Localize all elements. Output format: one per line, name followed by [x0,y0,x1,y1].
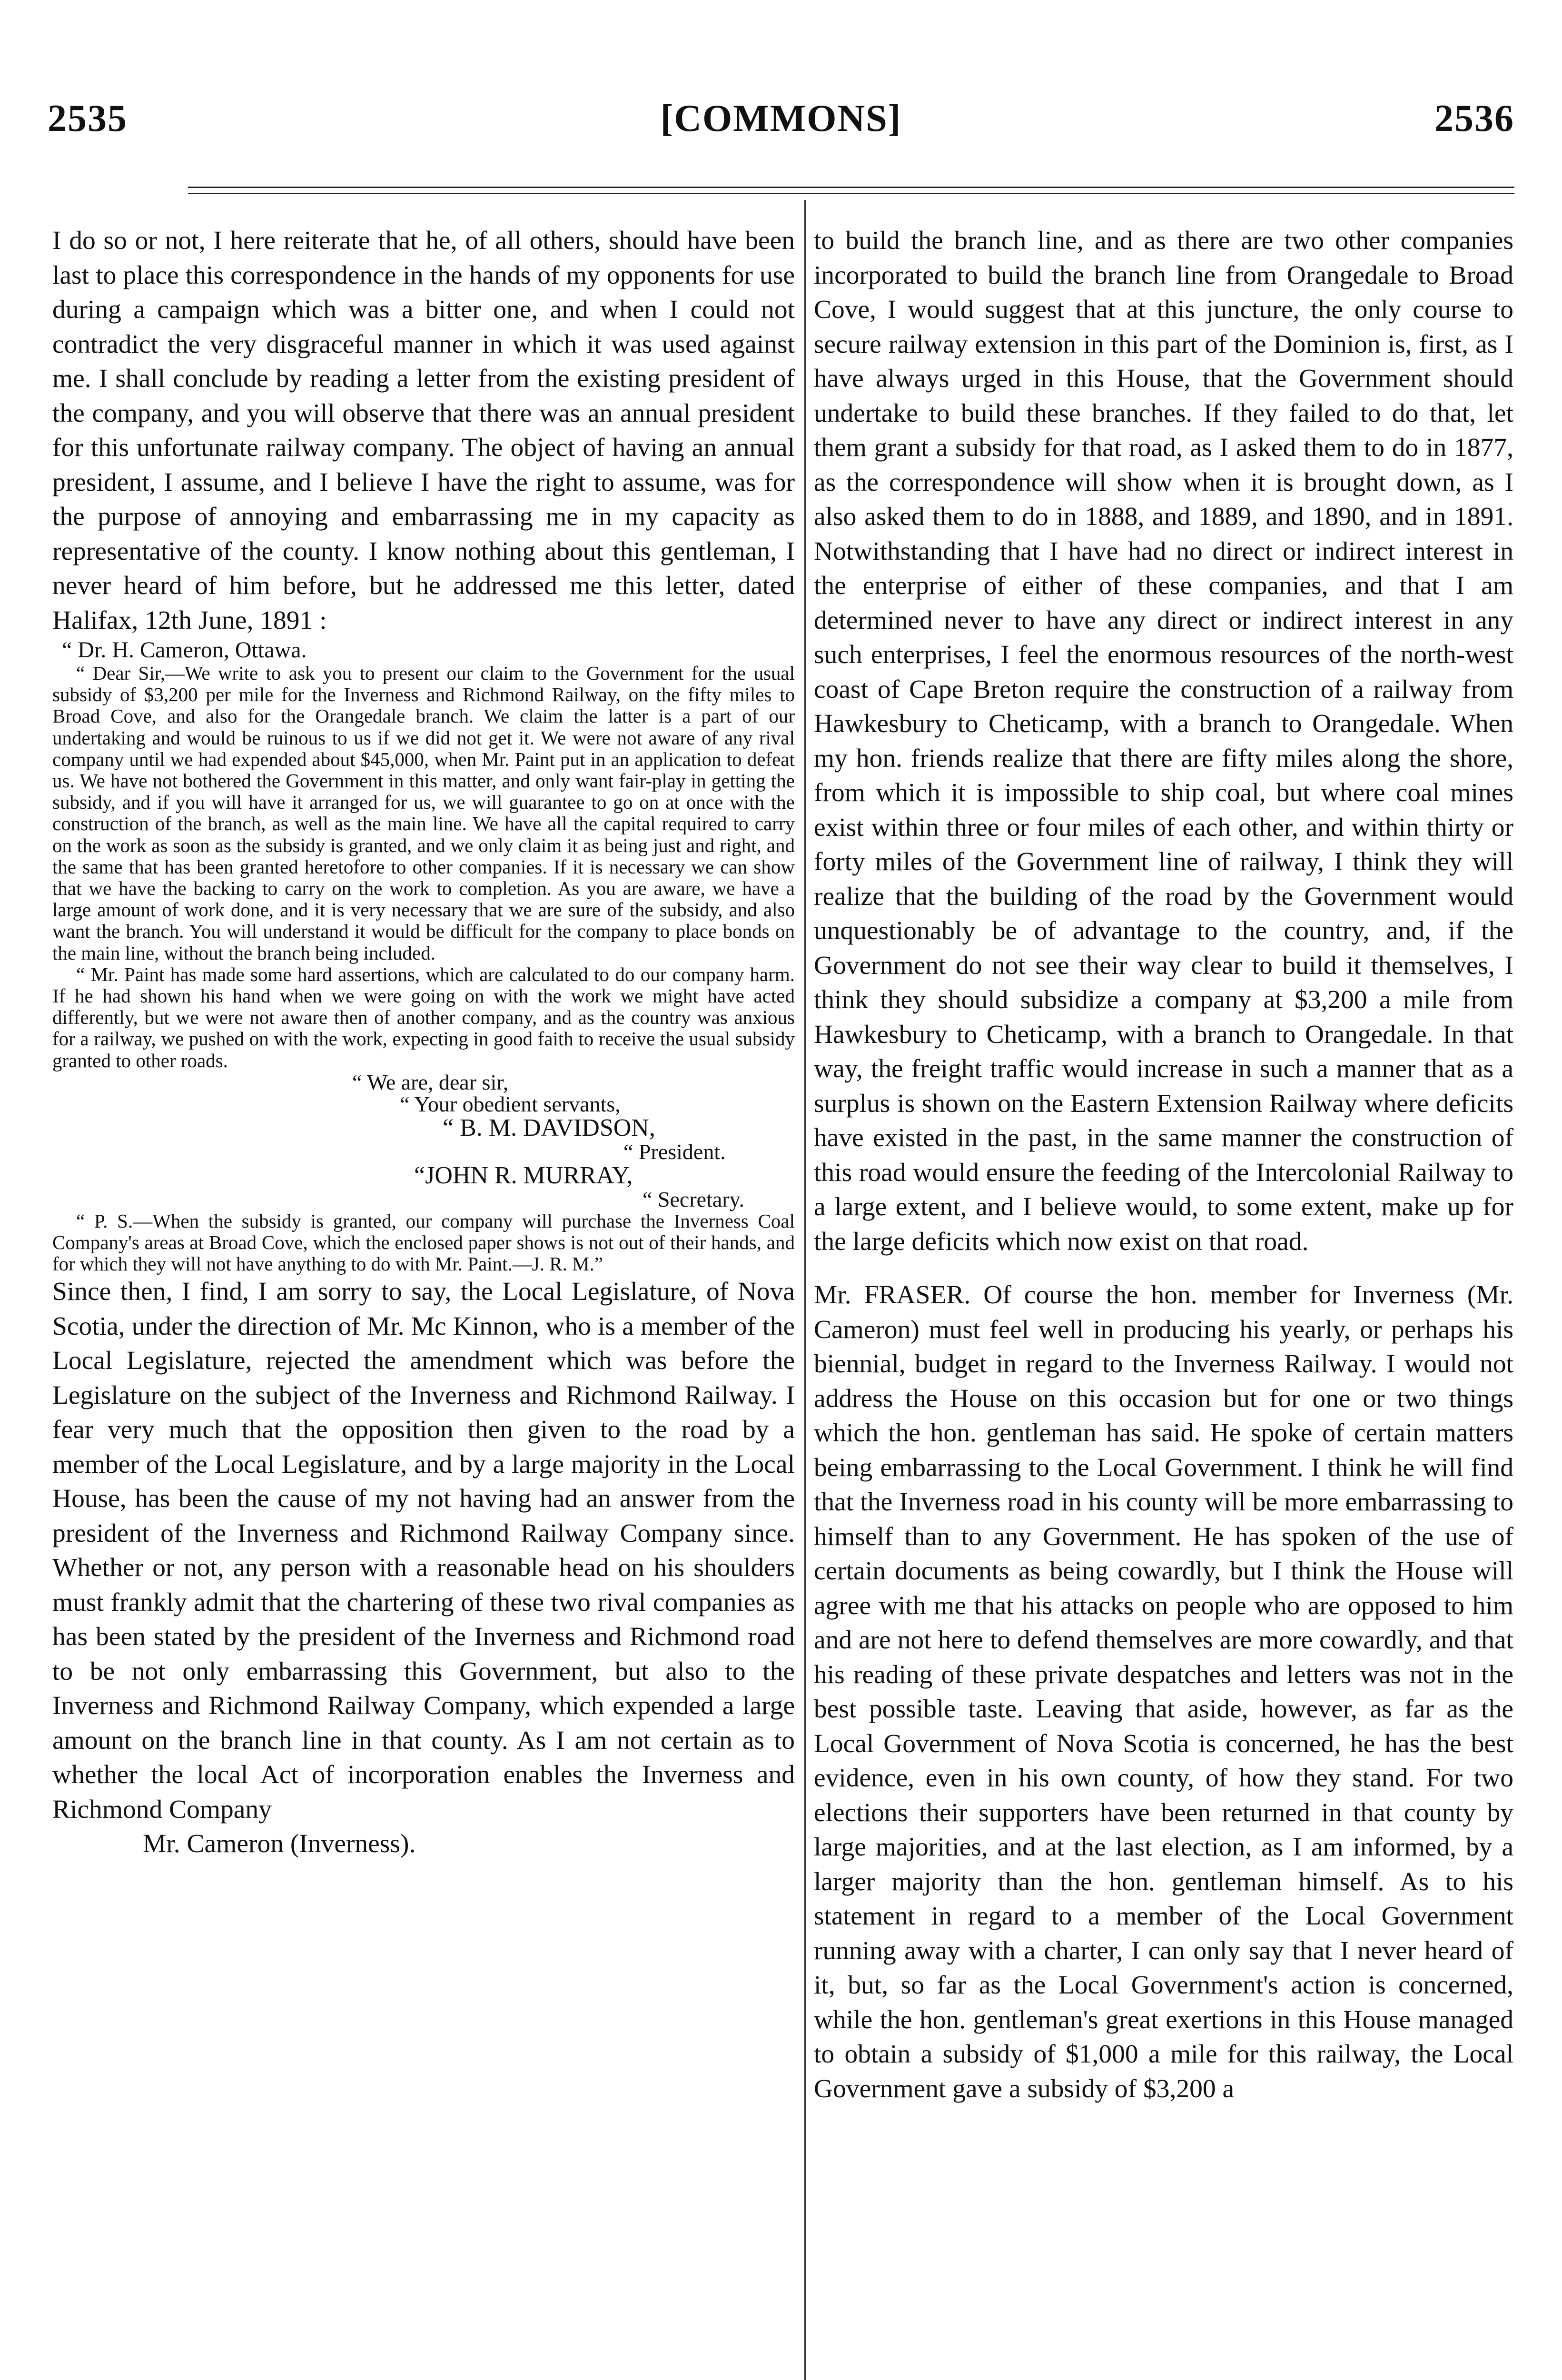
signature-name-murray: “JOHN R. MURRAY, [414,1161,633,1189]
letter-signature [52,1071,795,1210]
left-paragraph-2: Since then, I find, I am sorry to say, the Local Legislature, of Nova Scotia, under the direction of Mr. Mc Kinnon, who is a member of the Local Legislature, rejected the amendment which was before the Legislature on the subject of the Inverness and Richmond Railway. I fear very much that the opposition then given to the road by a member of the Local Legislature, and by a large majority in the Local House, has been the cause of my not having had an answer from the president of the Inverness and Richmond Railway Company since. Whether or not, any person with a reasonable head on his shoulders must frankly admit that the chartering of these two rival companies as has been stated by the president of the Inverness and Richmond road to be not only embarrassing this Government, but also to the Inverness and Richmond Railway Company, which expended a large amount on the branch line in that county. As I am not certain as to whether the local Act of incorporation enables the Inverness and Richmond Company [52,1277,795,1824]
page-header [48,83,1514,140]
left-paragraph-1: I do so or not, I here reiterate that he, of all others, should have been last to place this correspondence in the hands of my opponents for use during a campaign which was a bitter one, and when I could not contradict the very disgraceful manner in which it was used against me. I shall conclude by reading a letter from the existing president of the company, and you will observe that there was an annual president for this unfortunate railway company. The object of having an annual president, I assume, and I believe I have the right to assume, was for the purpose of annoying and embarrassing me in my capacity as representative of the county. I know nothing about this gentleman, I never heard of him before, but he addressed me this letter, dated Halifax, 12th June, 1891 : [52,226,795,635]
quoted-letter [52,638,795,1275]
left-column [52,224,795,1862]
left-page-number: 2535 [48,98,128,139]
right-paragraph-2: Mr. FRASER. Of course the hon. member for Inverness (Mr. Cameron) must feel well in producing his yearly, or perhaps his biennial, budget in regard to the Inverness Railway. I would not address the House on this occasion but for one or two things which the hon. gentleman has said. He spoke of certain matters being embarrassing to the Local Government. I think he will find that the Inverness road in his county will be more embarrassing to himself than to any Government. He has spoken of the use of certain documents as being cowardly, but I think the House will agree with me that his attacks on people who are opposed to him and are not here to defend themselves are more cowardly, and that his reading of these private despatches and letters was not in the best possible taste. Leaving that aside, however, as far as the Local Government of Nova Scotia is concerned, he has the best evidence, even in his own county, of how they stand. For two elections their supporters have been returned in that county by large majorities, and at the last election, as I am informed, by a larger majority than the hon. gentleman himself. As to his statement in regard to a member of the Local Government running away with a charter, I can only say that I never heard of it, but, so far as the Local Government's action is concerned, while the hon. gentleman's great exertions in this House managed to obtain a subsidy of $1,000 a mile for this railway, the Local Government gave a subsidy of $3,200 a [814,1280,1513,2103]
signature-obedient: “ Your obedient servants, [400,1091,621,1116]
header-title: [COMMONS] [660,98,902,139]
signature-name-davidson: “ B. M. DAVIDSON, [443,1114,655,1141]
header-rule-bottom [188,193,1514,194]
footer-speaker: Mr. Cameron (Inverness). [143,1829,416,1859]
letter-postscript: “ P. S.—When the subsidy is granted, our company will purchase the Inverness Coal Company's areas at Broad Cove, which the enclosed paper shows is not out of their hands, and for which they will not have anything to do with Mr. Paint.—J. R. M.” [52,1210,795,1275]
signature-title-president: “ President. [623,1139,726,1164]
letter-paragraph-1: “ Dear Sir,—We write to ask you to present our claim to the Government for the usual subsidy of $3,200 per mile for the Inverness and Richmond Railway, on the fifty miles to Broad Cove, and also for the Orangedale branch. We claim the latter is a part of our undertaking and would be ruinous to us if we did not get it. We were not aware of any rival company until we had expended about $45,000, when Mr. Paint put in an application to defeat us. We have not bothered the Government in this matter, and only want fair-play in getting the subsidy, and if you will have it arranged for us, we will guarantee to go on at once with the construction of the branch, as well as the main line. We have all the capital required to carry on the work as soon as the subsidy is granted, and we only claim it as being just and right, and the same that has been granted heretofore to other companies. If it is necessary we can show that we have the backing to carry on the work to completion. As you are aware, we have a large amount of work done, and it is very necessary that we are sure of the subsidy, and also want the branch. You will understand it would be difficult for the company to place bonds on the main line, without the branch being included. [52,662,795,964]
signature-title-secretary: “ Secretary. [643,1187,745,1211]
letter-address: “ Dr. H. Cameron, Ottawa. [62,637,307,663]
right-paragraph-1: to build the branch line, and as there are two other companies incorporated to build the branch line from Orangedale to Broad Cove, I would suggest that at this juncture, the only course to secure railway extension in this part of the Dominion is, first, as I have always urged in this House, that the Government should undertake to build these branches. If they failed to do that, let them grant a subsidy for that road, as I asked them to do in 1877, as the correspondence will show when it is brought down, as I also asked them to do in 1888, and 1889, and 1890, and in 1891. Notwithstanding that I have had no direct or indirect interest in the enterprise of either of these companies, and that I am determined never to have any direct or indirect interest in any such enterprises, I feel the enormous resources of the north-west coast of Cape Breton require the construction of a railway from Hawkesbury to Cheticamp, with a branch to Orangedale. When my hon. friends realize that there are fifty miles along the shore, from which it is impossible to ship coal, but where coal mines exist within three or four miles of each other, and within thirty or forty miles of the Government line of railway, I think they will realize that the building of the road by the Government would unquestionably be of advantage to the country, and, if the Government do not see their way clear to build it themselves, I think they should subsidize a company at $3,200 a mile from Hawkesbury to Cheticamp, with a branch to Orangedale. In that way, the freight traffic would increase in such a manner that as a surplus is shown on the Eastern Extension Railway where deficits have existed in the past, in the same manner the construction of this road would ensure the feeding of the Intercolonial Railway to a large extent, and I believe would, to some extent, make up for the large deficits which now exist on that road. [814,226,1513,1256]
letter-paragraph-2: “ Mr. Paint has made some hard assertions, which are calculated to do our company harm. If he had shown his hand when we were going on with the work we might have acted differently, but we were not aware then of another company, and as the country was anxious for a railway, we pushed on with the work, expecting in good faith to receive the usual subsidy granted to other roads. [52,963,795,1071]
signature-we-are: “ We are, dear sir, [352,1070,509,1094]
header-rule-top [188,187,1514,188]
right-column [814,224,1513,2106]
column-divider [804,200,806,2380]
right-page-number: 2536 [1434,98,1514,139]
